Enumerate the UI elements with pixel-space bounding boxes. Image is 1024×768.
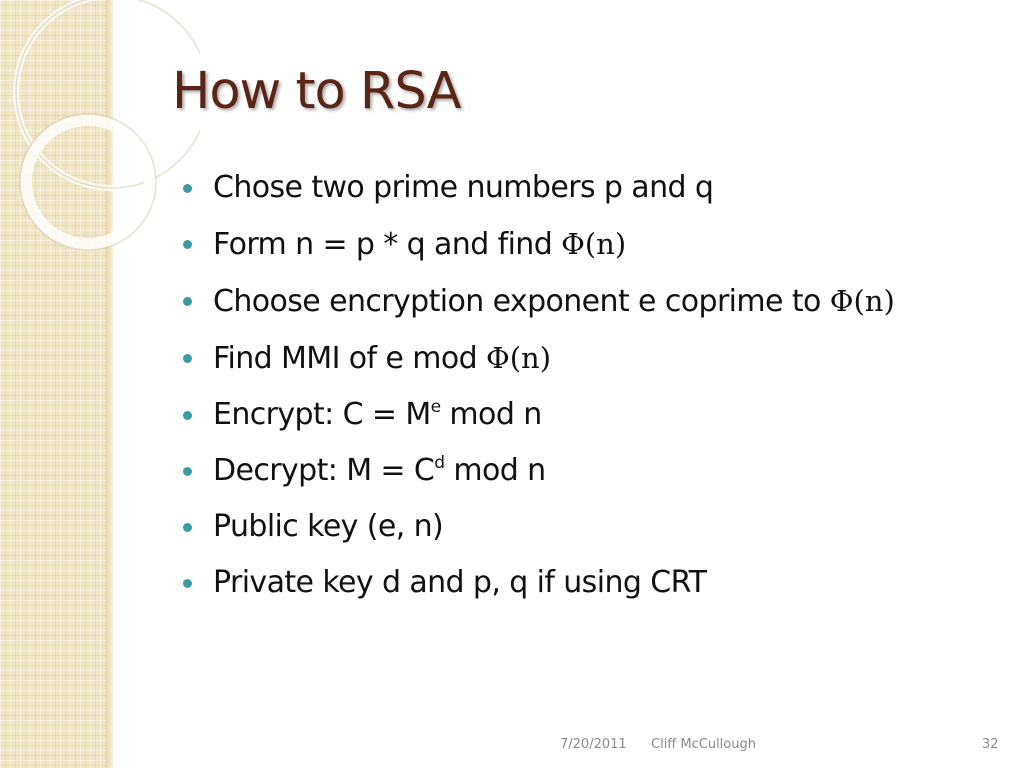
footer-author: Cliff McCullough <box>651 737 756 752</box>
footer-date: 7/20/2011 <box>560 737 627 752</box>
bullet-item <box>183 168 943 208</box>
bullet-item <box>183 507 943 547</box>
bullet-text-tail: mod n <box>444 453 546 488</box>
slide-number: 32 <box>982 737 999 752</box>
bullet-text: Chose two prime numbers p and q <box>213 170 714 205</box>
bullet-item <box>183 338 943 379</box>
bullet-text: Decrypt: M = C <box>213 453 435 488</box>
bullet-text: Find MMI of e mod <box>213 341 486 376</box>
exponent: d <box>434 453 445 473</box>
bullet-list <box>183 168 943 619</box>
decorative-rings <box>0 0 200 260</box>
phi-symbol: Φ(n) <box>561 227 627 261</box>
bullet-item <box>183 395 943 435</box>
bullet-text: Choose encryption exponent e coprime to <box>213 284 830 319</box>
phi-symbol: Φ(n) <box>829 284 895 318</box>
bullet-text: Form n = p * q and find <box>213 227 562 262</box>
bullet-text-tail: mod n <box>440 397 542 432</box>
bullet-text: Public key (e, n) <box>213 509 444 544</box>
bullet-text: Encrypt: C = M <box>213 397 431 432</box>
slide-title: How to RSA <box>172 62 461 121</box>
bullet-item <box>183 451 943 491</box>
exponent: e <box>430 397 441 417</box>
bullet-text: Private key d and p, q if using CRT <box>213 565 707 600</box>
bullet-item <box>183 563 943 603</box>
bullet-item <box>183 224 943 265</box>
bullet-item <box>183 281 943 322</box>
phi-symbol: Φ(n) <box>485 341 552 375</box>
